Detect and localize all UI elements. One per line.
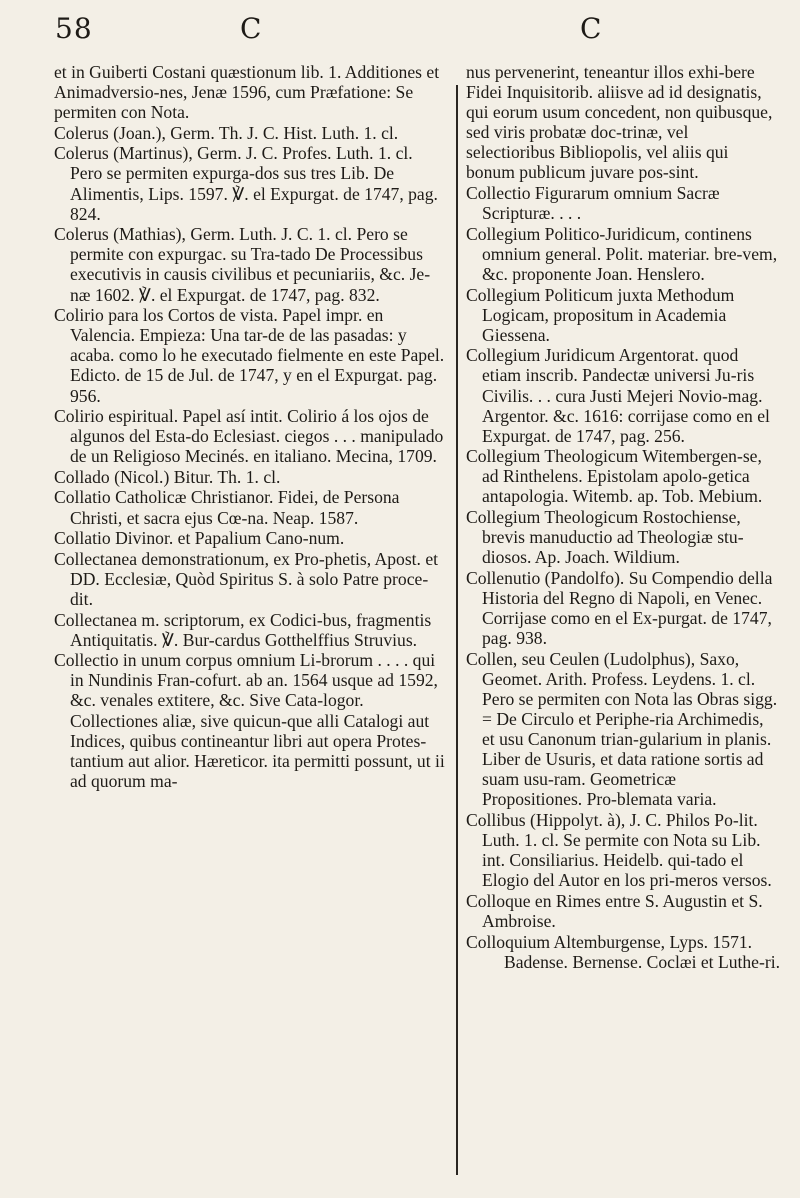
entry-collado: Collado (Nicol.) Bitur. Th. 1. cl. — [54, 466, 281, 487]
entry-collatio-catholicae: Collatio Catholicæ Christianor. Fidei, de Persona Christi, et sacra ejus Cœ-na. Neap. 1587. — [54, 487, 400, 528]
entry-collibus: Collibus (Hippolyt. à), J. C. Philos Po-lit. Luth. 1. cl. Se permite con Nota su Lib. int. Consiliarius. Heidelb. qui-tado el Elogio del Autor en los pri-meros versos. — [466, 809, 772, 891]
entry-collectio-librorum: Collectio in unum corpus omnium Li-brorum . . . . qui in Nundinis Fran-cofurt. ab an. 1564 usque ad 1592, &c. venales extitere, &c. Sive Cata-logor. Collectiones aliæ, sive quicun-que alli Catalogi aut Indices, quibus contineantur libri aut opera Protes-tantium aut alior. Hæreticor. ita permitti possunt, ut ii ad quorum ma- — [54, 650, 445, 791]
entry-colerus-martinus: Colerus (Martinus), Germ. J. C. Profes. Luth. 1. cl. Pero se permiten expurga-dos sus tres Lib. De Alimentis, Lips. 1597. ℣. el Expurgat. de 1747, pag. 824. — [54, 143, 438, 224]
column-rule — [456, 85, 458, 1175]
entry-collegium-witembergense: Collegium Theologicum Witembergen-se, ad Rinthelens. Epistolam apolo-getica antapologia. Witemb. ap. Tob. Mebium. — [466, 446, 763, 507]
left-column — [54, 62, 446, 791]
entry-collenutio: Collenutio (Pandolfo). Su Compendio della Historia del Regno di Napoli, en Venec. Corrijase como en el Ex-purgat. de 1747, pag. 938. — [466, 567, 773, 649]
entry-colirio-espiritual: Colirio espiritual. Papel así intit. Colirio á los ojos de algunos del Esta-do Eclesiast. ciegos . . . manipulado de un Religioso Mecinés. en italiano. Mecina, 1709. — [54, 406, 444, 467]
entry-collegium-rostochiense: Collegium Theologicum Rostochiense, brevis manuductio ad Theologiæ stu-diosos. Ap. Joach. Wildium. — [466, 507, 744, 568]
entry-colerus-joan: Colerus (Joan.), Germ. Th. J. C. Hist. Luth. 1. cl. — [54, 122, 399, 143]
entry-collegium-politicum: Collegium Politicum juxta Methodum Logicam, propositum in Academia Giessena. — [466, 284, 735, 345]
entry-continuation: nus pervenerint, teneantur illos exhi-bere Fidei Inquisitorib. aliisve ad id designatis, qui eorum usum concedent, non quibusque, sed viris probatæ doc-trinæ, vel selectioribus Bibliopolis, vel aliis qui bonum publicum juvare pos-sint. — [466, 62, 773, 183]
entry-colerus-mathias: Colerus (Mathias), Germ. Luth. J. C. 1. cl. Pero se permite con expurgac. su Tra-tado De Processibus executivis in causis civilibus et pecuniariis, &c. Je-næ 1602. ℣. el Expurgat. de 1747, pag. 832. — [54, 224, 431, 305]
running-head-right: C — [580, 12, 602, 45]
entry-collectio-figurarum: Collectio Figurarum omnium Sacræ Scripturæ. . . . — [466, 183, 720, 224]
entry-collectanea-demonstrationum: Collectanea demonstrationum, ex Pro-phetis, Apost. et DD. Ecclesiæ, Quòd Spiritus S. à solo Patre proce-dit. — [54, 548, 439, 609]
entry-continuation: et in Guiberti Costani quæstionum lib. 1. Additiones et Animadversio-nes, Jenæ 1596, cum Præfatione: Se permiten con Nota. — [54, 62, 440, 123]
entry-badense: Badense. Bernense. Coclæi et Luthe-ri. — [503, 952, 780, 973]
page-number: 58 — [55, 12, 93, 45]
entry-collectanea-scriptorum: Collectanea m. scriptorum, ex Codici-bus, fragmentis Antiquitatis. ℣. Bur-cardus Gotthelffius Struvius. — [54, 609, 432, 650]
entry-colloque: Colloque en Rimes entre S. Augustin et S. Ambroise. — [466, 890, 763, 931]
entry-collatio-divinor: Collatio Divinor. et Papalium Cano-num. — [54, 528, 345, 549]
entry-collegium-juridicum: Collegium Juridicum Argentorat. quod etiam inscrib. Pandectæ universi Ju-ris Civilis. . . cura Justi Mejeri Novio-mag. Argentor. &c. 1616: corrijase como en el Expurgat. de 1747, pag. 256. — [466, 345, 770, 446]
entry-collen-ceulen: Collen, seu Ceulen (Ludolphus), Saxo, Geomet. Arith. Profess. Leydens. 1. cl. Pero se permiten con Nota las Obras sigg. = De Circulo et Periphe-ria Archimedis, et usu Canonum trian-gularium in planis. Liber de Usuris, et data ratione sortis ad suam usu-ram. Geometricæ Propositiones. Pro-blemata varia. — [466, 648, 778, 810]
running-head-left: C — [240, 12, 262, 45]
entry-colirio-cortos: Colirio para los Cortos de vista. Papel impr. en Valencia. Empieza: Una tar-de de las pasadas: y acaba. como lo he executado fielmente en este Papel. Edicto. de 15 de Jul. de 1747, y en el Expurgat. pag. 956. — [54, 305, 445, 406]
right-column — [466, 62, 780, 972]
entry-colloquium-altemburgense: Colloquium Altemburgense, Lyps. 1571. — [466, 931, 753, 952]
entry-collegium-politico-juridicum: Collegium Politico-Juridicum, continens omnium general. Polit. materiar. bre-vem, &c. proponente Joan. Henslero. — [466, 223, 778, 284]
